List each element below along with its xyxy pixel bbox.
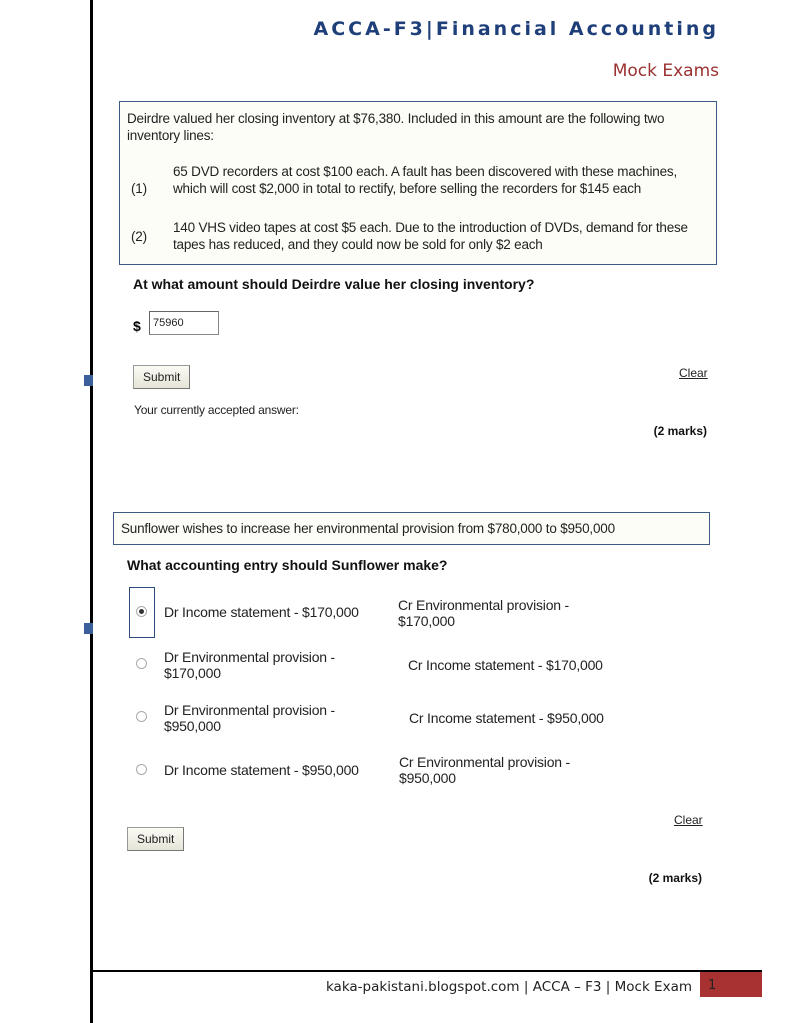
item-text: 65 DVD recorders at cost $100 each. A fault has been discovered with these machines, which will cost $2,000 in total to rectify, before selling the recorders for $145 each: [173, 164, 677, 196]
question2-intro: Sunflower wishes to increase her environmental provision from $780,000 to $950,000: [121, 521, 615, 536]
option-4-debit: Dr Income statement - $950,000: [164, 762, 359, 778]
question1-clear-link[interactable]: Clear: [679, 366, 708, 380]
option-2-credit: Cr Income statement - $170,000: [408, 657, 603, 673]
option-1-credit: Cr Environmental provision - $170,000: [398, 597, 570, 629]
question-marker-1: [84, 375, 93, 386]
option-2-debit: Dr Environmental provision - $170,000: [164, 649, 336, 681]
inventory-answer-input[interactable]: [149, 311, 219, 335]
option-3-credit: Cr Income statement - $950,000: [409, 710, 604, 726]
page-number: 1: [708, 978, 717, 993]
footer-text: kaka-pakistani.blogspot.com | ACCA – F3 | Mock Exam: [325, 979, 692, 995]
question1-intro: Deirdre valued her closing inventory at $76,380. Included in this amount are the following two inventory lines:: [127, 111, 665, 143]
question2-marks: (2 marks): [648, 871, 702, 885]
option-1-debit: Dr Income statement - $170,000: [164, 604, 359, 620]
question2-prompt: What accounting entry should Sunflower make?: [127, 557, 448, 573]
question1-box: [119, 101, 717, 265]
question2-clear-link[interactable]: Clear: [674, 813, 703, 827]
question1-marks: (2 marks): [653, 424, 707, 438]
page-number-badge: [700, 972, 762, 997]
option-3-debit: Dr Environmental provision - $950,000: [164, 702, 336, 734]
option-1-radio[interactable]: [136, 606, 147, 617]
document-subtitle: Mock Exams: [612, 61, 719, 81]
option-4-radio[interactable]: [136, 764, 147, 775]
question-marker-2: [84, 623, 93, 634]
document-title: ACCA-F3|Financial Accounting: [313, 18, 719, 40]
option-3-radio[interactable]: [136, 711, 147, 722]
item-text: 140 VHS video tapes at cost $5 each. Due to the introduction of DVDs, demand for these tapes has reduced, and they could now be sold for only $2 each: [173, 220, 688, 252]
left-margin-rule: [90, 0, 93, 1023]
accepted-answer-label: Your currently accepted answer:: [134, 403, 299, 417]
question2-submit-button[interactable]: Submit: [127, 827, 184, 851]
item-number: (2): [131, 229, 147, 244]
option-2-radio[interactable]: [136, 658, 147, 669]
item-number: (1): [131, 181, 147, 196]
footer-rule: [93, 970, 762, 972]
question1-submit-button[interactable]: Submit: [133, 365, 190, 389]
question1-prompt: At what amount should Deirdre value her closing inventory?: [133, 276, 535, 292]
option-4-credit: Cr Environmental provision - $950,000: [399, 754, 571, 786]
currency-symbol: $: [133, 318, 141, 334]
question2-box: [113, 512, 710, 545]
